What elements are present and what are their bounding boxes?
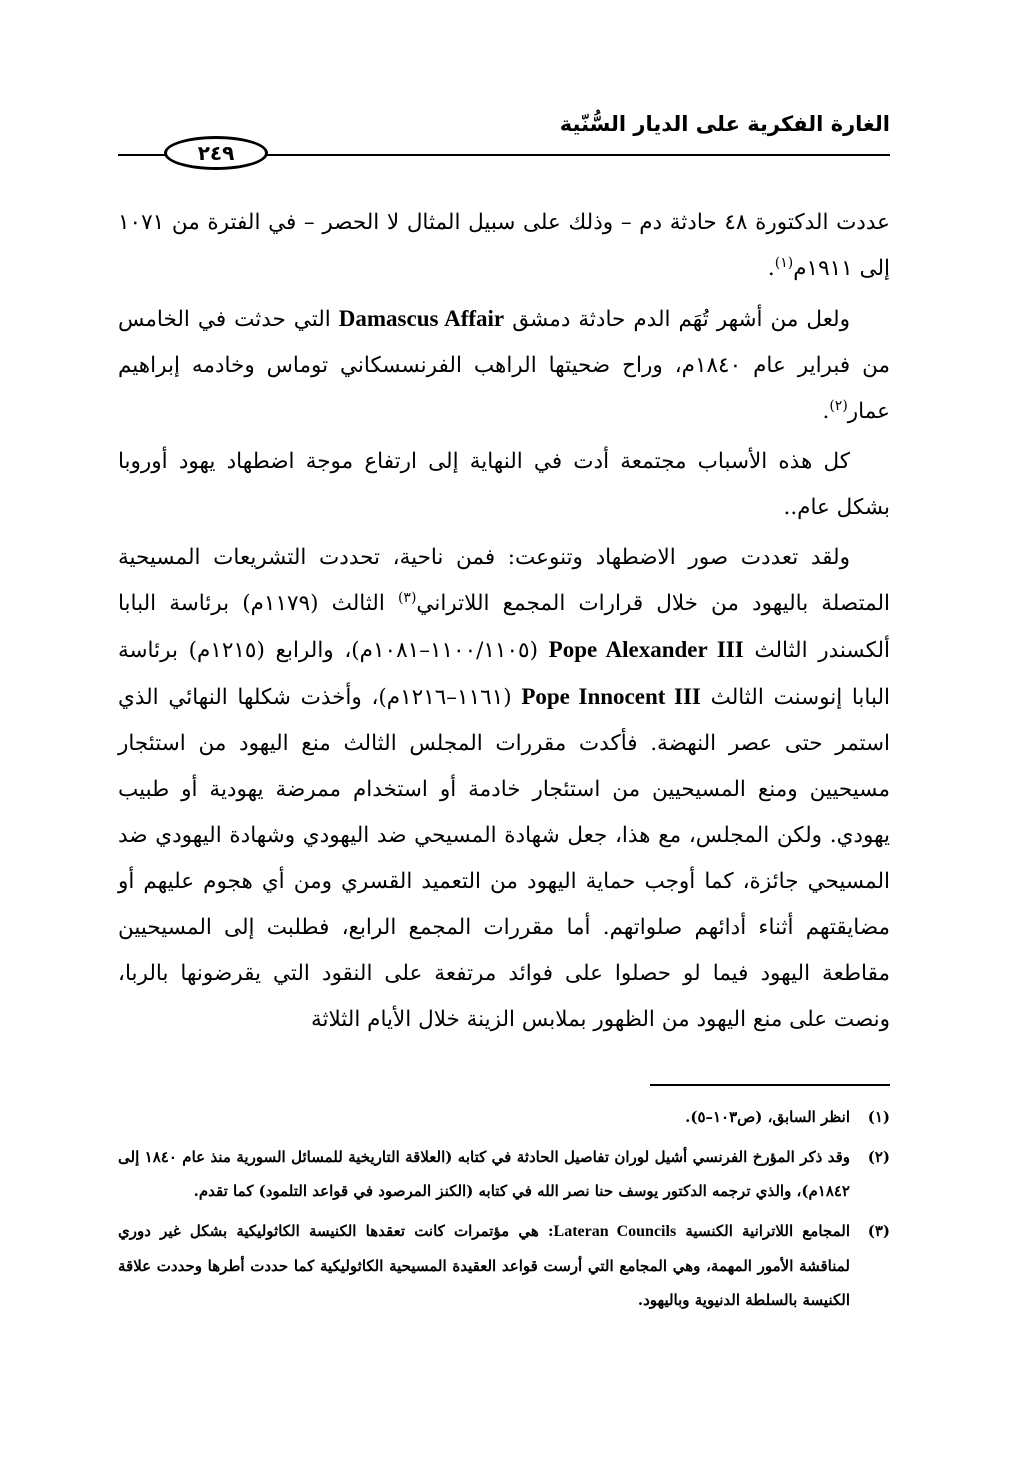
paragraph-3 (118, 439, 890, 531)
footnote-text: انظر السابق، (ص١٠٣–٥). (685, 1108, 850, 1126)
paragraph-1 (118, 200, 890, 292)
footnote-ref-3[interactable]: (٣) (397, 589, 417, 606)
footnote-number: (٣) (867, 1222, 890, 1240)
running-title: الغارة الفكرية على الديار السُّنّية (559, 112, 890, 136)
footnote-ref-1[interactable]: (١) (774, 254, 794, 271)
paragraph-2-end: . (822, 399, 830, 424)
paragraph-4 (118, 535, 890, 1043)
footnote-3-text-a: المجامع اللاترانية الكنسية (685, 1222, 850, 1240)
paragraph-3-text: كل هذه الأسباب مجتمعة أدت في النهاية إلى ارتفاع موجة اضطهاد يهود أوروبا بشكل عام.. (118, 449, 890, 520)
paragraph-1-end: . (767, 256, 775, 281)
pope-alexander-term: Pope Alexander III (548, 637, 744, 662)
paragraph-4-text-c: (١١٠٠/١١٠٥–١٠٨١م)، والرابع (١٢١٥م) برئاسة البابا إنوسنت الثالث (118, 638, 890, 710)
footnote-text (118, 1214, 850, 1317)
footnote-text: وقد ذكر المؤرخ الفرنسي أشيل لوران تفاصيل الحادثة في كتابه (العلاقة التاريخية للمسائل السورية منذ عام ١٨٤٠ إلى ١٨٤٢م)، والذي ترجمه الدكتور يوسف حنا نصر الله في كتابه (الكنز المرصود في قواعد التلمود) كما تقدم. (118, 1148, 850, 1200)
footnote-ref-2[interactable]: (٢) (829, 397, 848, 414)
footnote-3-text-b: : هي مؤتمرات كانت تعقدها الكنيسة الكاثوليكية بشكل غير دوري لمناقشة الأمور المهمة، وهي المجامع التي أرست قواعد العقيدة المسيحية الكاثوليكية كما حددت أطرها وحددت علاقة الكنيسة بالسلطة الدنيوية وباليهود. (118, 1222, 850, 1309)
footnote-number: (١) (867, 1108, 890, 1126)
paragraph-1-text: عددت الدكتورة ٤٨ حادثة دم – وذلك على سبيل المثال لا الحصر – في الفترة من ١٠٧١ إلى ١٩١١م (118, 210, 890, 281)
paragraph-2 (118, 296, 890, 435)
paragraph-2-text-a: ولعل من أشهر تُهَم الدم حادثة دمشق (512, 307, 850, 332)
footnote-number: (٢) (867, 1148, 890, 1166)
page-number: ٢٤٩ (164, 136, 268, 170)
footnote-2 (118, 1140, 890, 1208)
footnote-1 (118, 1100, 890, 1134)
paragraph-2-text-b: التي حدثت في الخامس من فبراير عام ١٨٤٠م، وراح ضحيتها الراهب الفرنسسكاني توماس وخادمه إبراهيم عمار (118, 307, 890, 424)
paragraph-4-text-d: (١١٦١–١٢١٦م)، وأخذت شكلها النهائي الذي استمر حتى عصر النهضة. فأكدت مقررات المجلس الثالث منع اليهود من استئجار مسيحيين ومنع المسيحيين من استئجار خادمة أو استخدام ممرضة يهودية أو طبيب يهودي. ولكن المجلس، مع هذا، جعل شهادة المسيحي ضد اليهودي وشهادة اليهودي ضد المسيحي جائزة، كما أوجب حماية اليهود من التعميد القسري ومن أي هجوم عليهم أو مضايقتهم أثناء أدائهم صلواتهم. أما مقررات المجمع الرابع، فطلبت إلى المسيحيين مقاطعة اليهود فيما لو حصلوا على فوائد مرتفعة على النقود التي يقرضونها بالربا، ونصت على منع اليهود من الظهور بملابس الزينة خلال الأيام الثلاثة (118, 685, 890, 1032)
footnote-separator (650, 1084, 890, 1086)
lateran-councils-term: Lateran Councils (553, 1223, 677, 1240)
pope-innocent-term: Pope Innocent III (521, 684, 701, 709)
body-text (118, 200, 890, 1047)
paragraph-4-text-b: الثالث (١١٧٩م) برئاسة البابا ألكسندر الثالث (118, 591, 890, 663)
paragraph-4-text-a: ولقد تعددت صور الاضطهاد وتنوعت: فمن ناحية، تحددت التشريعات المسيحية المتصلة باليهود من خلال قرارات المجمع اللاتراني (118, 545, 891, 616)
footnotes (118, 1100, 890, 1323)
footnote-3 (118, 1214, 890, 1317)
page-header (118, 104, 890, 165)
damascus-affair-term: Damascus Affair (338, 306, 505, 331)
